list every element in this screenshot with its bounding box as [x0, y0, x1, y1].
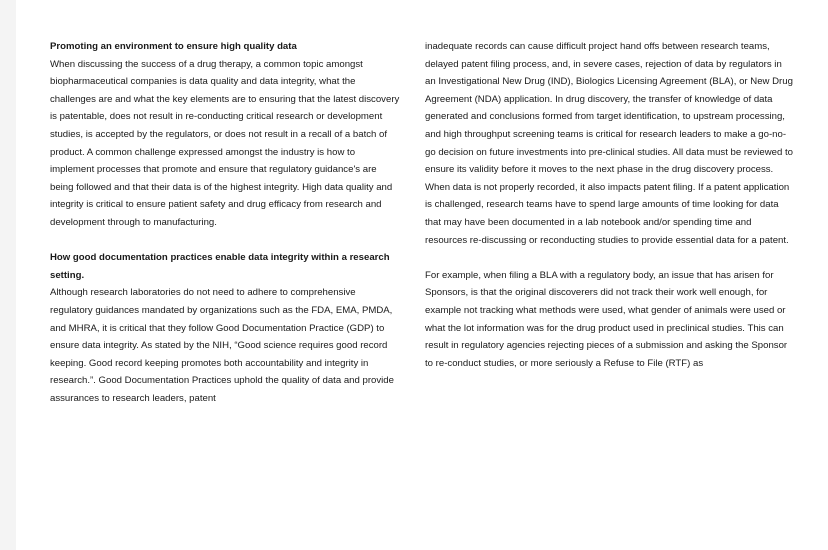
- section-body-documentation: Although research laboratories do not need to adhere to comprehensive regulatory guidances mandated by organizations such as the FDA, EMA, PMDA, and MHRA, it is critical that they follow Good Documentation Practice (GDP) to ensure data integrity. As stated by the NIH, “Good science requires good record keeping. Good record keeping promotes both accountability and integrity in research.”. Good Documentation Practices uphold the quality of data and provide assurances to research leaders, patent: [50, 287, 394, 404]
- page-margin-strip: [0, 0, 16, 550]
- section-body-data-quality: When discussing the success of a drug therapy, a common topic amongst biopharmaceutical companies is data quality and data integrity, what the challenges are and what the key elements are to ensuring that the latest discovery is patentable, does not result in re-conducting critical research or development studies, is accepted by the regulators, or does not result in a recall of a batch of product. A common challenge expressed amongst the industry is how to implement processes that promote and ensure that regulatory guidance's are being followed and that their data is of the highest integrity. High data quality and integrity is critical to ensure patient safety and drug efficacy from research and development through to manufacturing.: [50, 58, 400, 228]
- left-column: [50, 38, 400, 407]
- section-heading-documentation: How good documentation practices enable data integrity within a research setting.: [50, 252, 390, 281]
- paragraph-gap: [425, 249, 793, 267]
- right-column: [425, 38, 793, 372]
- paragraph-inadequate-records: inadequate records can cause difficult project hand offs between research teams, delayed patent filing process, and, in severe cases, rejection of data by regulators in an Investigational New Drug (IND), Biologics Licensing Agreement (BLA), or New Drug Agreement (NDA) application. In drug discovery, the transfer of knowledge of data generated and conclusions formed from target identification, to upstream processing, and high throughput screening teams is critical for research leaders to make a go-no-go decision on future investments into pre-clinical studies. All data must be reviewed to ensure its validity before it moves to the next phase in the drug discovery process. When data is not properly recorded, it also impacts patent filing. If a patent application is challenged, research teams have to spend large amounts of time looking for data that may have been documented in a lab notebook and/or spending time and resources re-discussing or reconducting studies to provide essential data for a patent.: [425, 41, 793, 246]
- paragraph-bla-example: For example, when filing a BLA with a regulatory body, an issue that has arisen for Sponsors, is that the original discoverers did not track their work well enough, for example not tracking what methods were used, what gender of animals were used or what the lot information was for the drug product used in preclinical studies. This can result in regulatory agencies rejecting pieces of a submission and asking the Sponsor to re-conduct studies, or more seriously a Refuse to File (RTF) as: [425, 269, 788, 369]
- section-heading-data-quality: Promoting an environment to ensure high quality data: [50, 41, 297, 52]
- paragraph-gap: [50, 232, 400, 250]
